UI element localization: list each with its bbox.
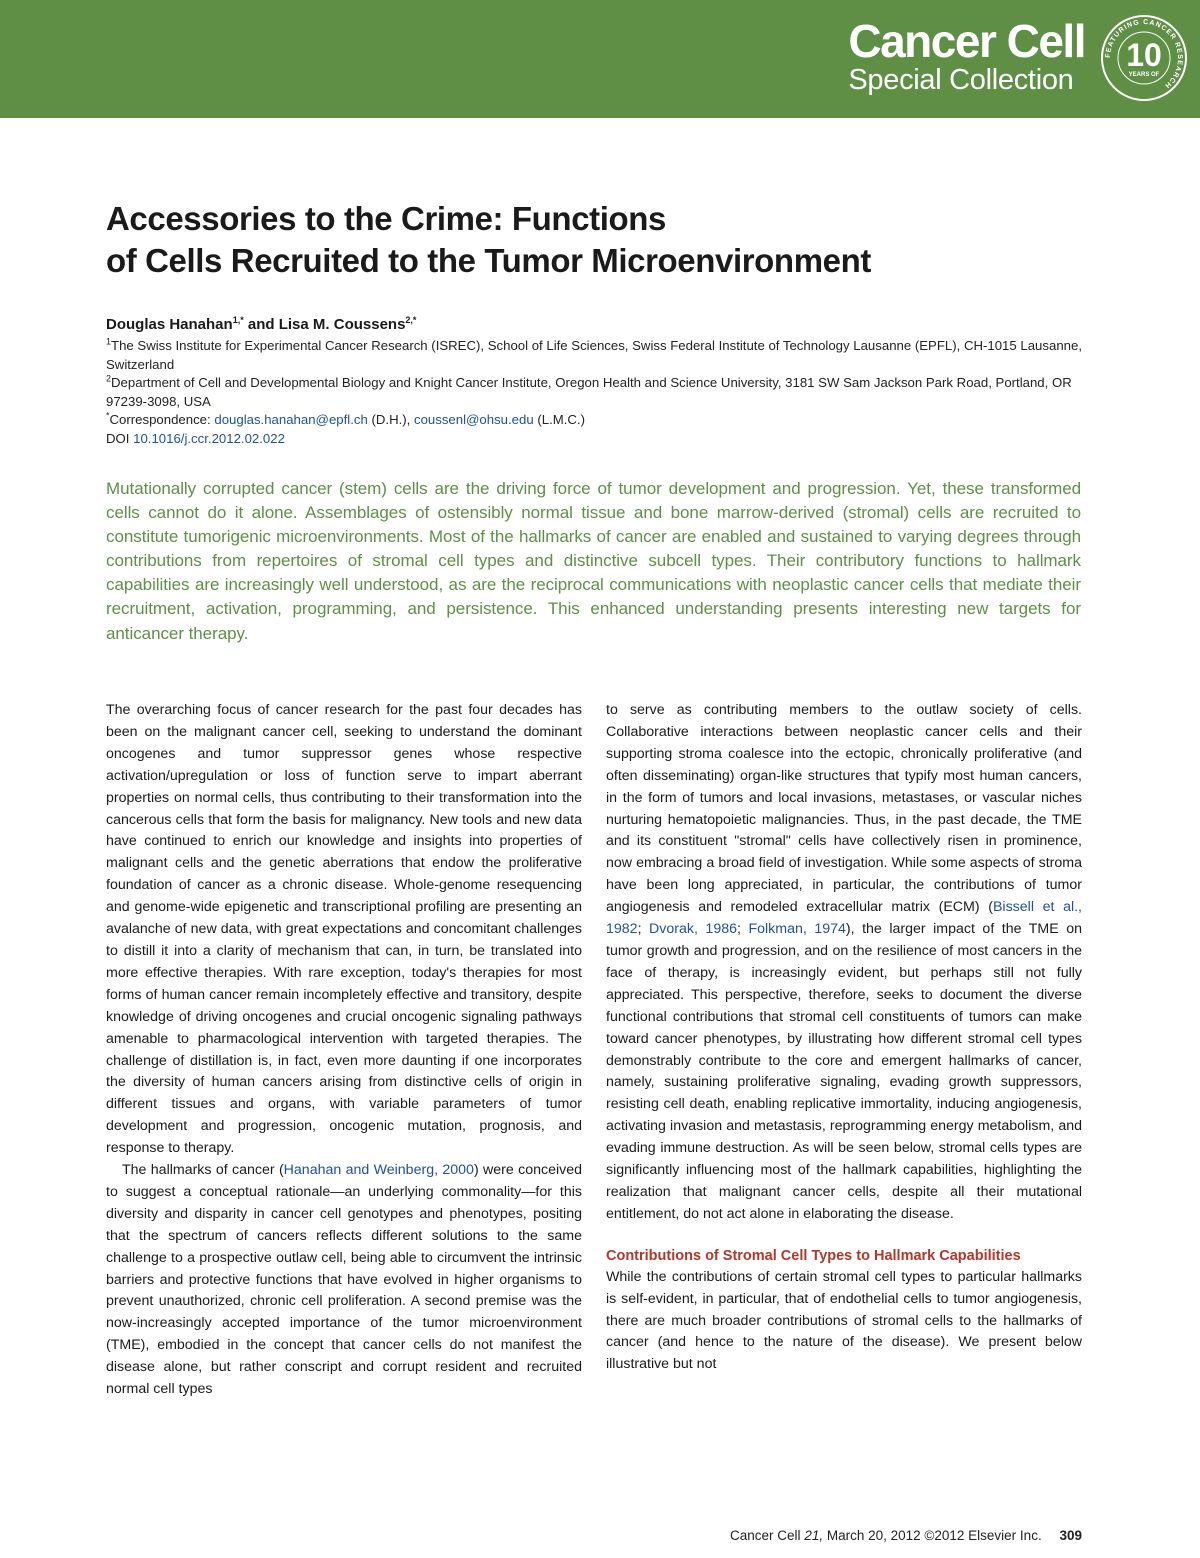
affiliation-mark: 1 <box>106 336 112 347</box>
brand-subtitle: Special Collection <box>848 64 1074 96</box>
citation-link[interactable]: Bissell et al., 1982 <box>606 899 1082 938</box>
author-affiliation-mark: 1,* <box>232 315 244 325</box>
body-column-right <box>606 700 1082 1376</box>
author-line <box>106 316 416 333</box>
page-number: 309 <box>1059 1528 1082 1543</box>
citation-link[interactable]: Folkman, 1974 <box>748 921 846 938</box>
abstract: Mutationally corrupted cancer (stem) cells are the driving force of tumor development and progression. Yet, these transformed cells cannot do it alone. Assemblages of ostensibly normal tissue and bone marrow-derived (stromal) cells are recruited to constitute tumorigenic microenvironments. Most of the hallmarks of cancer are enabled and sustained to varying degrees through contributions from repertoires of stromal cell types and distinctive subcell types. Their contributory functions to hallmark capabilities are increasingly well understood, as are the reciprocal communications with neoplastic cancer cells that mediate their recruitment, activation, programming, and persistence. This enhanced understanding presents interesting new targets for anticancer therapy. <box>106 479 1081 643</box>
badge-number: 10 <box>1126 37 1162 73</box>
badge-ring-text: FEATURING CANCER RESEARCH <box>1104 18 1184 90</box>
journal-brand <box>848 15 1085 96</box>
body-paragraph: While the contributions of certain stromal cell types to particular hallmarks is self-evident, in particular, that of endothelial cells to tumor angiogenesis, there are much broader contributions of stromal cells to the hallmarks of cancer (and hence to the nature of the disease). We present below illustrative but not <box>606 1268 1082 1373</box>
article-title <box>106 198 1106 282</box>
correspondence <box>106 411 1086 430</box>
affiliation-2 <box>106 374 1086 411</box>
author-name: Douglas Hanahan <box>106 316 233 333</box>
paragraph-text: The hallmarks of cancer ( <box>122 1162 284 1179</box>
affiliation-1 <box>106 337 1086 374</box>
page-footer <box>730 1528 1082 1543</box>
paragraph-text: to serve as contributing members to the outlaw society of cells. Collaborative interactions between neoplastic cancer cells and their supporting stroma coalesce into the ectopic, chronically proliferative (and often disseminating) organ-like structures that typify most human cancers, in the form of tumors and local invasions, metastases, or vascular niches nurturing hematopoietic malignancies. Thus, in the past decade, the TME and its constituent "stromal" cells have collectively risen in prominence, now embracing a broad field of investigation. While some aspects of stroma have been long appreciated, in particular, the contributions of tumor angiogenesis and remodeled extracellular matrix (ECM) ( <box>606 702 1082 916</box>
affiliation-text: Department of Cell and Developmental Biology and Knight Cancer Institute, Oregon Health and Science University, 3181 SW Sam Jackson Park Road, Portland, OR 97239-3098, USA <box>106 375 1072 409</box>
citation-link[interactable]: Dvorak, 1986 <box>649 921 737 938</box>
doi-line <box>106 430 1086 449</box>
brand-title: Cancer Cell <box>848 15 1085 67</box>
correspondence-mark: * <box>106 410 110 421</box>
badge-text: YEARS OF <box>1128 72 1160 78</box>
author-conjunction: and <box>247 316 275 333</box>
correspondence-label: Correspondence: <box>109 412 211 428</box>
affiliations <box>106 337 1086 449</box>
paragraph-text: ), the larger impact of the TME on tumor growth and progression, and on the resilience of most cancers in the face of therapy, is increasingly evident, but perhaps still not fully appreciated. This perspective, therefore, seeks to document the diverse functional contributions that stromal cell constituents of tumors can make toward cancer phenotypes, by illustrating how different stromal cell types demonstrably contribute to the core and emergent hallmarks of cancer, namely, sustaining proliferative signaling, evading growth suppressors, resisting cell death, enabling replicative immortality, inducing angiogenesis, activating invasion and metastasis, reprogramming energy metabolism, and evading immune destruction. As will be seen below, stromal cells types are significantly influencing most of the hallmark capabilities, highlighting the realization that malignant cancer cells, despite all their mutational entitlement, do not act alone in elaborating the disease. <box>606 921 1082 1222</box>
body-paragraph <box>106 1160 582 1401</box>
footer-date: March 20, 2012 ©2012 Elsevier Inc. <box>826 1528 1042 1543</box>
affiliation-text: The Swiss Institute for Experimental Cancer Research (ISREC), School of Life Sciences, Swiss Federal Institute of Technology Lausanne (EPFL), CH-1015 Lausanne, Switzerland <box>106 338 1082 372</box>
correspondence-initials: (L.M.C.) <box>537 412 585 428</box>
doi-label: DOI <box>106 430 130 446</box>
body-paragraph: The overarching focus of cancer research for the past four decades has been on the malignant cancer cell, seeking to understand the dominant oncogenes and tumor suppressor genes whose respective activation/upregulation or loss of function serve to impart aberrant properties on normal cells, thus contributing to their transformation into the cancerous cells that form the basis for malignancy. New tools and new data have continued to enrich our knowledge and insights into properties of malignant cells and the genetic aberrations that endow the proliferative foundation of cancer as a chronic disease. Whole-genome resequencing and genome-wide epigenetic and transcriptional profiling are presenting an avalanche of new data, with great expectations and concomitant challenges to distill it into a clarity of mechanism that can, in turn, be translated into more effective therapies. With rare exception, today's therapies for most forms of human cancer remain incompletely effective and transitory, despite knowledge of driving oncogenes and crucial oncogenic signaling pathways amenable to pharmacological intervention with targeted therapies. The challenge of distillation is, in fact, even more daunting if one incorporates the diversity of human cancers arising from distinctive cells of origin in different tissues and organs, with variable parameters of tumor development and progression, oncogenic mutation, prognosis, and response to therapy. <box>106 702 582 1157</box>
email-link[interactable]: coussenl@ohsu.edu <box>413 412 534 428</box>
footer-journal: Cancer Cell <box>730 1528 801 1543</box>
body-column-left <box>106 700 582 1401</box>
citation-separator: ; <box>737 921 749 938</box>
author-name: Lisa M. Coussens <box>278 316 406 333</box>
section-heading: Contributions of Stromal Cell Types to Hallmark Capabilities <box>606 1247 1021 1264</box>
email-link[interactable]: douglas.hanahan@epfl.ch <box>214 412 368 428</box>
citation-link[interactable]: Hanahan and Weinberg, 2000 <box>283 1162 474 1179</box>
title-line-2: of Cells Recruited to the Tumor Microenvironment <box>106 242 871 279</box>
correspondence-initials: (D.H.), <box>371 412 411 428</box>
anniversary-badge <box>1100 14 1188 102</box>
citation-separator: ; <box>637 921 650 938</box>
paragraph-text: ) were conceived to suggest a conceptual rationale—an underlying commonality—for this diversity and disparity in cancer cell genotypes and phenotypes, positing that the spectrum of cancers reflects different solutions to the same challenge to a prospective outlaw cell, being able to circumvent the intrinsic barriers and protective functions that have evolved in higher organisms to prevent unauthorized, chronic cell proliferation. A second premise was the now-increasingly accepted importance of the tumor microenvironment (TME), embodied in the concept that cancer cells do not manifest the disease alone, but rather conscript and corrupt resident and recruited normal cell types <box>106 1162 582 1398</box>
body-paragraph <box>606 700 1082 1226</box>
header-banner <box>0 0 1200 118</box>
author-affiliation-mark: 2,* <box>405 315 417 325</box>
footer-volume: 21, <box>804 1528 824 1543</box>
affiliation-mark: 2 <box>106 373 112 384</box>
title-line-1: Accessories to the Crime: Functions <box>106 200 666 237</box>
doi-link[interactable]: 10.1016/j.ccr.2012.02.022 <box>133 430 285 446</box>
